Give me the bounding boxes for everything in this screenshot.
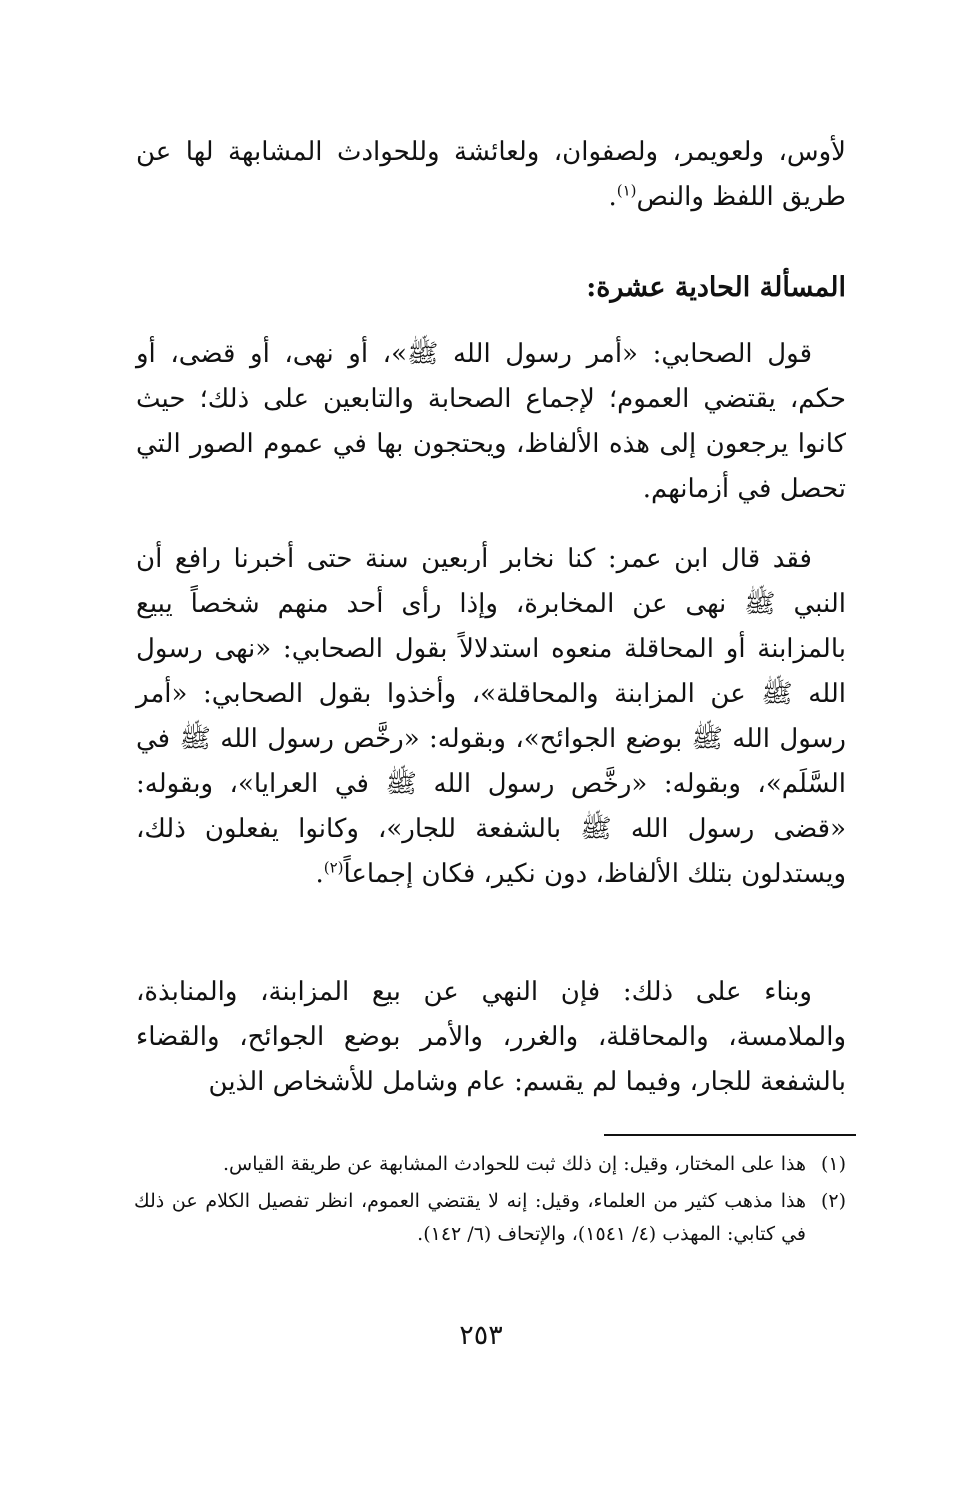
footnotes — [134, 1148, 846, 1255]
paragraph-2 — [136, 537, 846, 897]
paragraph-top-text: لأوس، ولعويمر، ولصفوان، ولعائشة وللحوادث المشابهة لها عن طريق اللفظ والنص — [136, 137, 846, 212]
section-heading: المسألة الحادية عشرة: — [586, 272, 846, 303]
footnote-1-text: هذا على المختار، وقيل: إن ذلك ثبت للحوادث المشابهة عن طريقة القياس. — [222, 1153, 806, 1175]
footnote-ref-2: (٢) — [323, 858, 344, 877]
footnote-1-number: (١) — [820, 1153, 846, 1175]
paragraph-top-end: . — [608, 182, 617, 212]
paragraph-2-text: فقد قال ابن عمر: كنا نخابر أربعين سنة حتى أخبرنا رافع أن النبي ﷺ نهى عن المخابرة، وإذا رأى أحد منهم شخصاً يبيع بالمزابنة أو المحاقلة منعوه استدلالاً بقول الصحابي: «نهى رسول الله ﷺ عن المزابنة والمحاقلة»، وأخذوا بقول الصحابي: «أمر رسول الله ﷺ بوضع الجوائح»، وبقوله: «رخَّص رسول الله ﷺ في السَّلَم»، وبقوله: «رخَّص رسول الله ﷺ في العرايا»، وبقوله: «قضى رسول الله ﷺ بالشفعة للجار»، وكانوا يفعلون ذلك، ويستدلون بتلك الألفاظ، دون نكير، فكان إجماعاً — [136, 544, 846, 889]
paragraph-2-block — [136, 537, 846, 897]
footnote-2-text: هذا مذهب كثير من العلماء، وقيل: إنه لا يقتضي العموم، انظر تفصيل الكلام عن ذلك في كتابي: المهذب (٤/ ١٥٤١)، والإتحاف (٦/ ١٤٢). — [134, 1190, 806, 1245]
paragraph-3-block — [136, 970, 846, 1105]
footnote-2-number: (٢) — [820, 1190, 846, 1212]
paragraph-1: قول الصحابي: «أمر رسول الله ﷺ»، أو نهى، أو قضى، أو حكم، يقتضي العموم؛ لإجماع الصحابة والتابعين على ذلك؛ حيث كانوا يرجعون إلى هذه الألفاظ، ويحتجون بها في عموم الصور التي تحصل في أزمانهم. — [136, 339, 846, 504]
page-number: ٢٥٣ — [459, 1320, 503, 1351]
paragraph-2-end: . — [315, 859, 324, 889]
paragraph-1-block — [136, 332, 846, 512]
footnote-1 — [134, 1148, 846, 1181]
continuation-paragraph — [136, 130, 846, 220]
footnote-separator — [604, 1134, 856, 1136]
footnote-ref-1: (١) — [616, 181, 637, 200]
paragraph-3: وبناء على ذلك: فإن النهي عن بيع المزابنة، والمنابذة، والملامسة، والمحاقلة، والغرر، والأمر بوضع الجوائح، والقضاء بالشفعة للجار، وفيما لم يقسم: عام وشامل للأشخاص الذين — [136, 977, 846, 1097]
paragraph-top — [136, 130, 846, 220]
footnote-2 — [134, 1185, 846, 1251]
